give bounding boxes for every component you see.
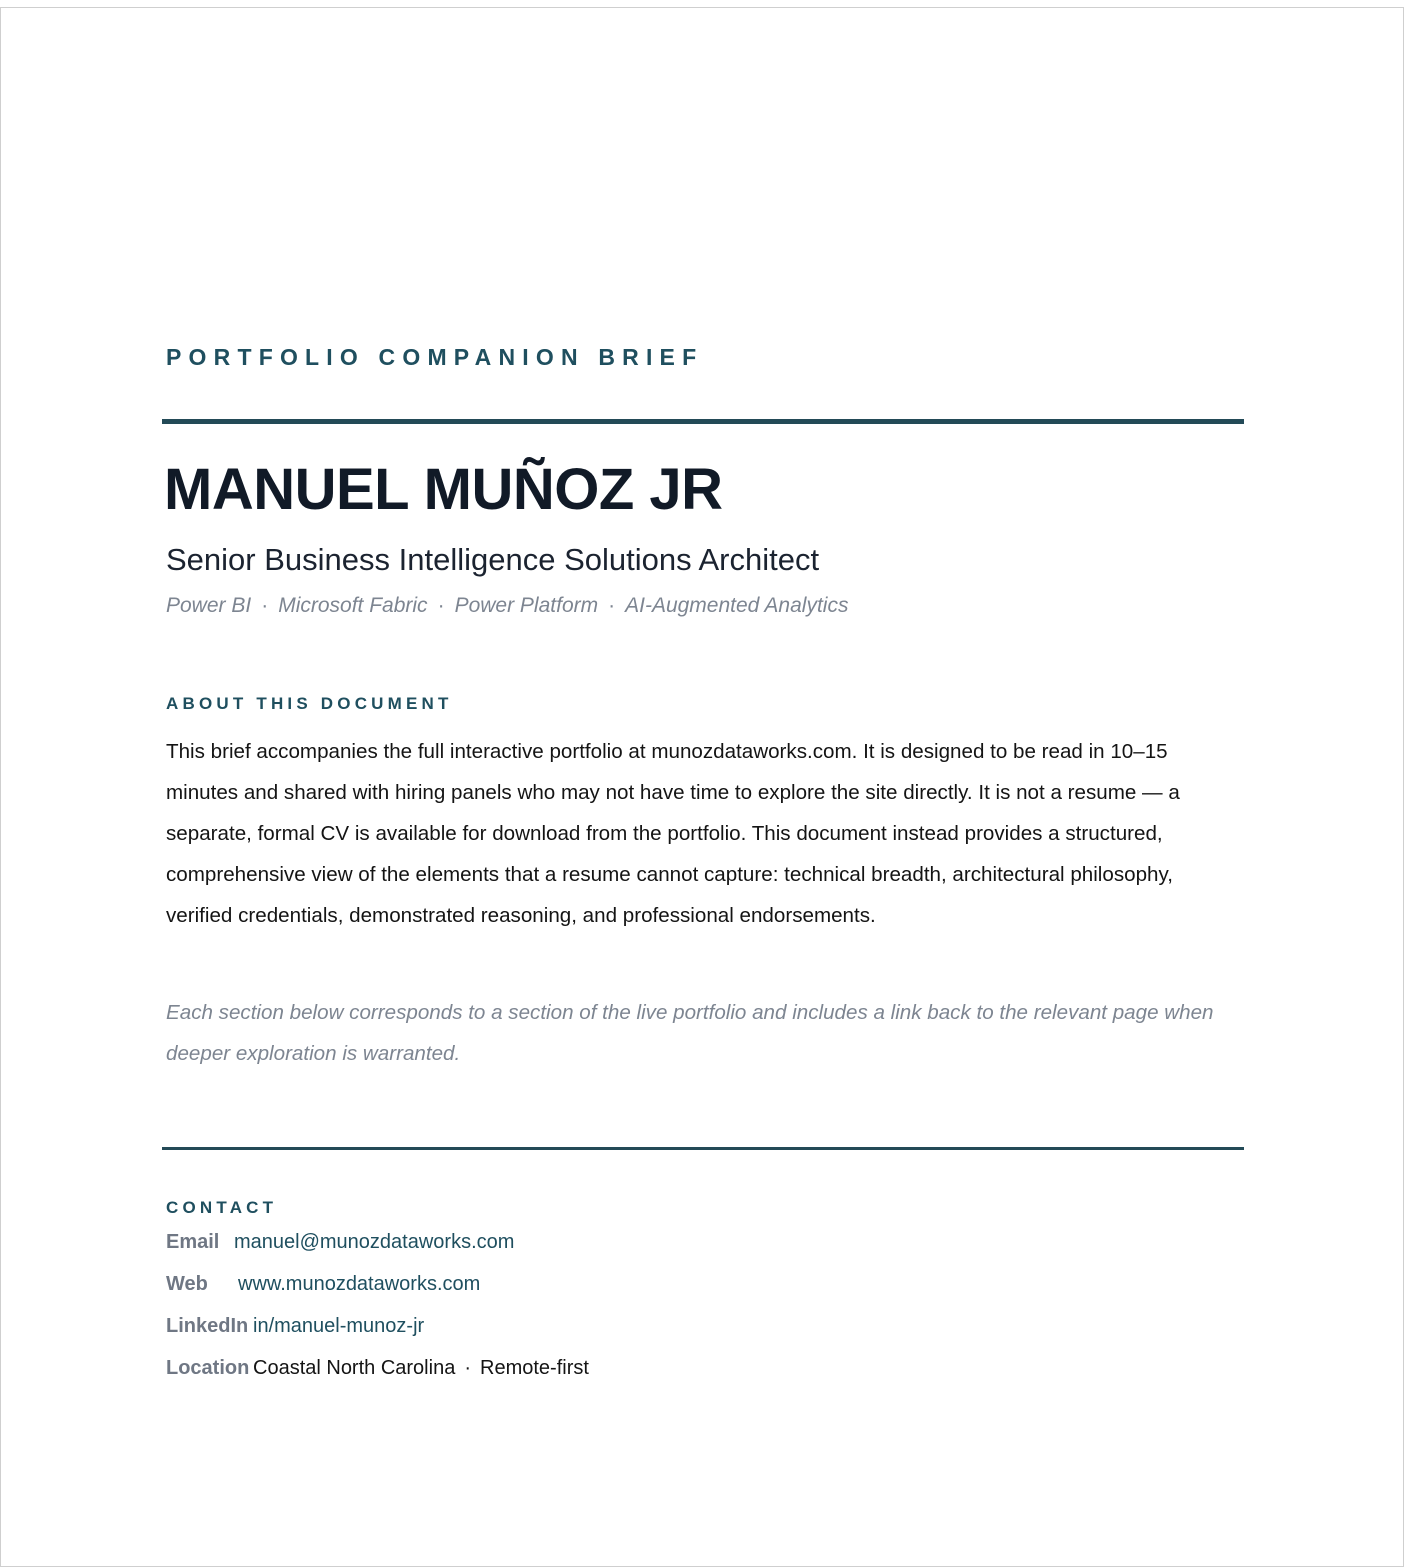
contact-heading: CONTACT (166, 1198, 278, 1217)
contact-divider (162, 1147, 1244, 1150)
skill-item: AI-Augmented Analytics (625, 594, 849, 617)
skill-separator: · (261, 594, 269, 617)
contact-web-label: Web (166, 1273, 208, 1295)
about-note: Each section below corresponds to a section of the live portfolio and includes a link back to the relevant page when deeper exploration is warranted. (166, 1001, 1214, 1065)
contact-web-row (166, 1273, 480, 1296)
skill-item: Power BI (166, 594, 252, 617)
skills-line (166, 594, 848, 618)
contact-location-row (166, 1357, 589, 1380)
contact-email-label: Email (166, 1231, 220, 1253)
about-heading: ABOUT THIS DOCUMENT (166, 694, 453, 713)
document-kicker: PORTFOLIO COMPANION BRIEF (166, 344, 704, 370)
contact-linkedin-label: LinkedIn (166, 1315, 249, 1337)
contact-email-link[interactable]: manuel@munozdataworks.com (234, 1231, 515, 1253)
contact-web-link[interactable]: www.munozdataworks.com (238, 1273, 481, 1295)
header-divider (162, 419, 1244, 424)
contact-location-secondary: Remote-first (480, 1357, 589, 1379)
contact-linkedin-link[interactable]: in/manuel-munoz-jr (253, 1315, 425, 1337)
person-name: MANUEL MUÑOZ JR (164, 457, 723, 522)
skill-item: Microsoft Fabric (278, 594, 428, 617)
contact-email-row (166, 1231, 514, 1254)
contact-linkedin-row (166, 1315, 424, 1338)
person-role: Senior Business Intelligence Solutions Architect (166, 542, 820, 577)
skill-separator: · (608, 594, 616, 617)
about-body: This brief accompanies the full interactive portfolio at munozdataworks.com. It is designed to be read in 10–15 minutes and shared with hiring panels who may not have time to explore the site directly. It is not a resume — a separate, formal CV is available for download from the portfolio. This document instead provides a structured, comprehensive view of the elements that a resume cannot capture: technical breadth, architectural philosophy, verified credentials, demonstrated reasoning, and professional endorsements. (166, 740, 1180, 927)
contact-location-separator: · (464, 1357, 471, 1379)
contact-location-label: Location (166, 1357, 250, 1379)
skill-item: Power Platform (454, 594, 599, 617)
contact-location-primary: Coastal North Carolina (253, 1357, 456, 1379)
skill-separator: · (437, 594, 445, 617)
